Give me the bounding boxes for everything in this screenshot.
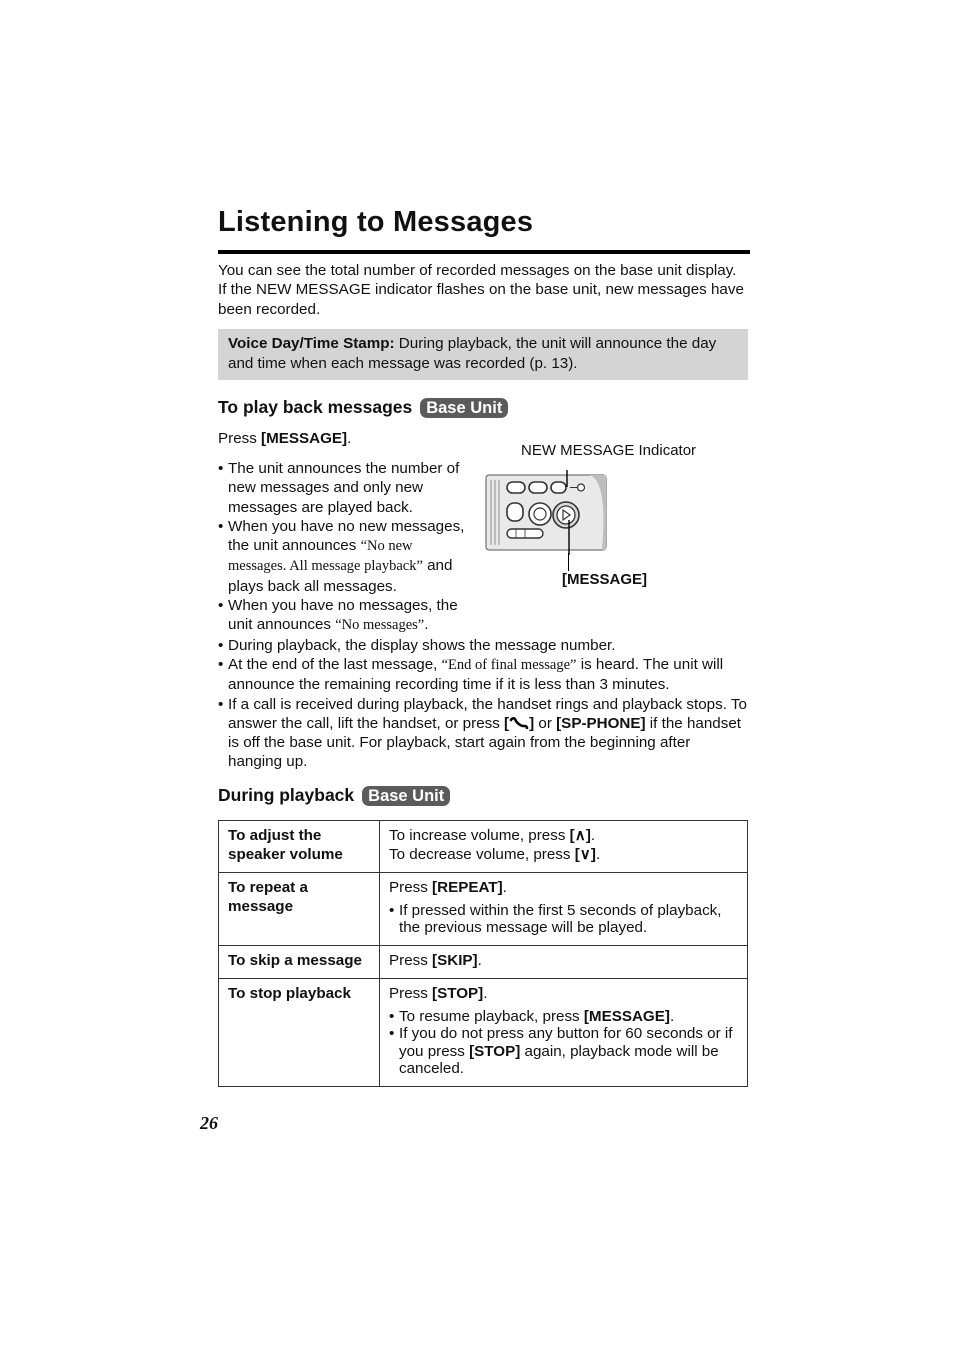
list-item [218,459,473,517]
page-title: Listening to Messages [218,206,534,238]
playback-bullet-list [218,459,748,772]
voice-prompt: “No new messages. All message playback” [228,538,423,575]
bullet-text: is heard. The unit will announce the remaining recording time if it is less than 3 minutes. [228,655,724,694]
voice-stamp-note [218,329,748,380]
row-instructions: Press [STOP]. • To resume playback, press [MESSAGE]. • If you do not press any button for 60 seconds or if you press [STOP] again, playback mode will be canceled. [380,979,748,1087]
during-playback-heading-text: During playback [218,785,355,805]
bullet-text: or [534,714,557,732]
row-instructions: Press [SKIP]. [380,945,748,979]
talk-key: [ ] [504,714,535,732]
table-row [219,821,748,873]
playback-operations-table [218,820,748,1087]
voice-prompt: “End of final message” [441,656,577,673]
bullet-text: During playback, the display shows the message number. [228,636,616,654]
row-instructions: Press [REPEAT]. • If pressed within the first 5 seconds of playback, the previous message will be played. [380,873,748,946]
message-button-label: [MESSAGE] [562,571,648,588]
base-unit-badge: Base Unit [420,398,508,418]
stop-key: [STOP] [432,985,484,1002]
list-item: • To resume playback, press [MESSAGE]. [389,1008,738,1026]
repeat-key: [REPEAT] [432,879,503,896]
table-row [219,945,748,979]
list-item [218,655,748,695]
bullet-text: When you have no messages, the unit announces [228,597,458,634]
bullet-text: and plays back all messages. [228,557,453,595]
base-unit-badge: Base Unit [362,786,450,806]
table-row [219,979,748,1087]
message-pointer-line [568,553,569,571]
title-rule [218,250,750,254]
cell-bullet-list [389,1008,738,1078]
bullet-text: If a call is received during playback, the handset rings and playback stops. To answer the call, lift the handset, or press [228,695,747,732]
list-item: • If pressed within the first 5 seconds of playback, the previous message will be played. [389,902,738,937]
skip-key: [SKIP] [432,951,478,969]
intro-paragraph: You can see the total number of recorded messages on the base unit display. If the NEW MESSAGE indicator flashes on the base unit, new messages have been recorded. [218,262,744,318]
press-message-instruction [218,430,351,447]
press-suffix: . [347,430,352,447]
base-unit-illustration [485,470,610,555]
bullet-text: if the handset is off the base unit. For playback, start again from the beginning after hanging up. [228,714,741,771]
handset-icon [509,717,529,729]
page-number: 26 [200,1113,218,1133]
volume-up-key: [∧] [569,827,591,844]
row-label: To adjust the speaker volume [219,821,380,873]
list-item [218,517,473,596]
bullet-text: . [424,616,429,634]
list-item [218,636,748,655]
row-instructions: To increase volume, press [∧]. To decrease volume, press [∨]. [380,821,748,873]
volume-down-key: [∨] [574,845,596,863]
bullet-text: At the end of the last message, [228,655,442,673]
row-label: To repeat a message [219,873,380,946]
row-label: To stop playback [219,979,380,1087]
new-message-indicator-label: NEW MESSAGE Indicator [521,442,697,459]
note-text: During playback, the unit will announce the day and time when each message was recorded (p. 13). [228,335,717,372]
during-playback-heading [218,785,450,806]
list-item [218,695,748,772]
bullet-text: When you have no new messages, the unit announces [228,517,465,555]
playback-heading-text: To play back messages [218,397,413,417]
playback-heading [218,397,508,418]
list-item [218,596,473,636]
list-item: • If you do not press any button for 60 seconds or if you press [STOP] again, playback mode will be canceled. [389,1025,738,1078]
sp-phone-key: [SP-PHONE] [556,714,646,732]
row-label: To skip a message [219,945,380,979]
press-prefix: Press [218,430,262,447]
table-row [219,873,748,946]
message-key: [MESSAGE] [261,430,348,447]
bullet-text: The unit announces the number of new messages and only new messages are played back. [228,460,460,516]
cell-bullet-list [389,902,738,937]
voice-prompt: “No messages” [335,617,425,634]
note-label: Voice Day/Time Stamp: [228,335,395,352]
